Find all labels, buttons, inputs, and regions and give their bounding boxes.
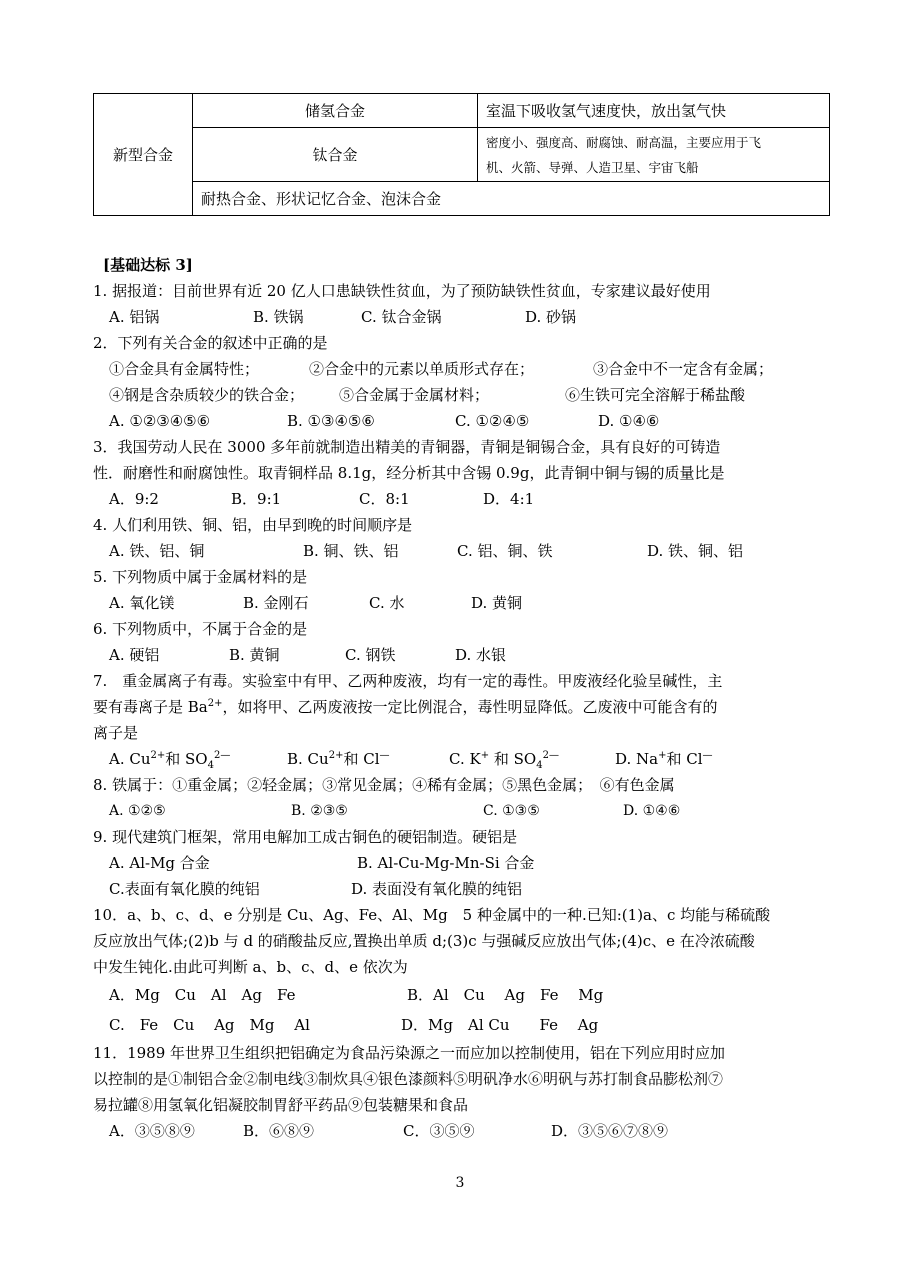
table-cell-desc (478, 128, 830, 182)
option-a: A. 铝锅 (109, 308, 160, 326)
superscript: + (658, 750, 667, 761)
superscript: 2+ (207, 698, 223, 709)
option-c (449, 746, 559, 772)
superscript: + (480, 750, 490, 761)
text: 和 SO (489, 750, 537, 768)
text: 和 Cl (343, 750, 380, 768)
statement: ⑤合金属于金属材料； (339, 386, 490, 404)
question-11-line: 以控制的是①制铝合金②制电线③制炊具④银色漆颜料⑤明矾净水⑥明矾与苏打制食品膨松剂⑦ (93, 1070, 724, 1088)
subscript: 4 (207, 760, 214, 771)
question-11-line: 11．1989 年世界卫生组织把铝确定为食品污染源之一而应加以控制使用，铝在下列应用时应加 (93, 1044, 726, 1062)
option-d: D. 铁、铜、铝 (647, 542, 744, 560)
option-d: D. 表面没有氧化膜的纯铝 (351, 880, 523, 898)
table-cell-name: 储氢合金 (193, 94, 478, 128)
text: B. Cu (287, 750, 329, 768)
superscript: — (379, 750, 390, 761)
option-d: D．4:1 (483, 490, 535, 508)
option-c: C. 钢铁 (345, 646, 396, 664)
question-4-options (93, 538, 833, 564)
option-b (287, 746, 390, 772)
option-b: B. 铜、铁、铝 (303, 542, 399, 560)
question-8-stem: 8. 铁属于：①重金属；②轻金属；③常见金属；④稀有金属；⑤黑色金属； ⑥有色金属 (93, 776, 675, 794)
option-a (109, 746, 230, 772)
option-d: D．Mg Al Cu Fe Ag (401, 1016, 599, 1034)
option-a: A. 铁、铝、铜 (109, 542, 205, 560)
option-b: B．⑥⑧⑨ (243, 1122, 315, 1140)
table-cell-full: 耐热合金、形状记忆合金、泡沫合金 (193, 182, 830, 216)
question-7-options (93, 746, 833, 772)
option-a: A. 氧化镁 (109, 594, 175, 612)
table-category-cell: 新型合金 (94, 94, 193, 216)
option-b: B. Al-Cu-Mg-Mn-Si 合金 (357, 854, 535, 872)
option-c: C. 水 (369, 594, 405, 612)
option-c: C. ①②④⑤ (455, 412, 530, 430)
question-5-options (93, 590, 833, 616)
option-a: A．9:2 (109, 490, 159, 508)
option-b: B. 金刚石 (243, 594, 309, 612)
question-5-stem: 5. 下列物质中属于金属材料的是 (93, 568, 308, 586)
option-d (615, 746, 713, 772)
option-c: C.表面有氧化膜的纯铝 (109, 880, 260, 898)
option-b: B. ②③⑤ (291, 803, 348, 819)
statement: ⑥生铁可完全溶解于稀盐酸 (565, 386, 746, 404)
text: C. K (449, 750, 481, 768)
text: 和 Cl (666, 750, 703, 768)
question-4-stem: 4. 人们利用铁、铜、铝，由早到晚的时间顺序是 (93, 516, 413, 534)
option-b: B. 铁锅 (253, 308, 304, 326)
statement: ③合金中不一定含有金属； (593, 360, 774, 378)
question-9-stem: 9. 现代建筑门框架，常用电解加工成古铜色的硬铝制造。硬铝是 (93, 828, 518, 846)
question-3-options (93, 486, 833, 512)
option-a: A. 硬铝 (109, 646, 160, 664)
question-11-options (93, 1118, 833, 1144)
statement: ①合金具有金属特性； (109, 360, 260, 378)
superscript: 2+ (150, 750, 166, 761)
alloy-table (93, 93, 830, 216)
option-c: C. 钛合金锅 (361, 308, 442, 326)
option-a: A．Mg Cu Al Ag Fe (109, 986, 296, 1004)
superscript: 2— (542, 750, 559, 761)
question-11-line: 易拉罐⑧用氢氧化铝凝胶制胃舒平药品⑨包装糖果和食品 (93, 1096, 469, 1114)
question-2-statements-row1 (93, 356, 833, 382)
page-number: 3 (455, 1175, 465, 1191)
option-c: C．8:1 (359, 490, 410, 508)
text: 和 SO (165, 750, 208, 768)
superscript: 2— (213, 750, 231, 761)
option-c: C. 铝、铜、铁 (457, 542, 553, 560)
text: 要有毒离子是 Ba (93, 698, 208, 716)
option-d: D. ①④⑥ (598, 412, 660, 430)
subscript: 4 (536, 760, 543, 771)
question-2-options (93, 408, 833, 434)
question-1-options (93, 304, 833, 330)
question-2-statements-row2 (93, 382, 833, 408)
table-cell-desc: 室温下吸收氢气速度快，放出氢气快 (478, 94, 830, 128)
option-d: D. 水银 (455, 646, 507, 664)
section-title: [基础达标 3] (103, 256, 193, 274)
option-c: C. Fe Cu Ag Mg Al (109, 1016, 310, 1034)
option-c: C．③⑤⑨ (403, 1122, 475, 1140)
text: D. Na (615, 750, 659, 768)
option-d: D. ①④⑥ (623, 803, 681, 819)
question-9-options-row2 (93, 876, 833, 902)
desc-line: 机、火箭、导弹、人造卫星、宇宙飞船 (486, 159, 699, 175)
question-list (93, 252, 833, 1144)
option-a: A. ①②③④⑤⑥ (109, 412, 211, 430)
option-d: D. 砂锅 (525, 308, 577, 326)
question-9-options-row1 (93, 850, 833, 876)
question-10-line: 中发生钝化.由此可判断 a、b、c、d、e 依次为 (93, 958, 408, 976)
statement: ②合金中的元素以单质形式存在； (309, 360, 535, 378)
question-2-stem: 2．下列有关合金的叙述中正确的是 (93, 334, 328, 352)
option-b: B．Al Cu Ag Fe Mg (407, 986, 604, 1004)
question-8-options (93, 798, 833, 824)
option-c: C. ①③⑤ (483, 803, 540, 819)
text: A. Cu (109, 750, 151, 768)
text: ，如将甲、乙两废液按一定比例混合，毒性明显降低。乙废液中可能含有的 (222, 698, 718, 716)
desc-line: 密度小、强度高、耐腐蚀、耐高温，主要应用于飞 (486, 134, 762, 150)
question-7-line (93, 694, 833, 720)
table-cell-name: 钛合金 (193, 128, 478, 182)
question-10-options-row2 (93, 1010, 833, 1040)
option-a: A. ①②⑤ (109, 803, 166, 819)
question-3-line: 性．耐磨性和耐腐蚀性。取青铜样品 8.1g，经分析其中含锡 0.9g，此青铜中铜与锡的质量比是 (93, 464, 725, 482)
superscript: 2+ (328, 750, 344, 761)
question-10-line: 10．a、b、c、d、e 分别是 Cu、Ag、Fe、Al、Mg 5 种金属中的一种.已知:(1)a、c 均能与稀硫酸 (93, 906, 771, 924)
option-b: B. 黄铜 (229, 646, 280, 664)
option-a: A．③⑤⑧⑨ (109, 1122, 195, 1140)
option-b: B. ①③④⑤⑥ (287, 412, 375, 430)
question-1-stem: 1. 据报道：目前世界有近 20 亿人口患缺铁性贫血，为了预防缺铁性贫血，专家建议最好使用 (93, 282, 711, 300)
superscript: — (702, 750, 713, 761)
question-6-options (93, 642, 833, 668)
question-7-line: 离子是 (93, 724, 139, 742)
option-b: B．9:1 (231, 490, 282, 508)
question-3-line: 3．我国劳动人民在 3000 多年前就制造出精美的青铜器，青铜是铜锡合金，具有良好的可铸造 (93, 438, 721, 456)
question-10-line: 反应放出气体;(2)b 与 d 的硝酸盐反应,置换出单质 d;(3)c 与强碱反应放出气体;(4)c、e 在冷浓硫酸 (93, 932, 755, 950)
option-a: A. Al-Mg 合金 (109, 854, 210, 872)
question-6-stem: 6. 下列物质中，不属于合金的是 (93, 620, 308, 638)
question-10-options-row1 (93, 980, 833, 1010)
question-7-line: 7. 重金属离子有毒。实验室中有甲、乙两种废液，均有一定的毒性。甲废液经化验呈碱性，主 (93, 672, 723, 690)
statement: ④钢是含杂质较少的铁合金； (109, 386, 305, 404)
option-d: D．③⑤⑥⑦⑧⑨ (551, 1122, 669, 1140)
option-d: D. 黄铜 (471, 594, 523, 612)
